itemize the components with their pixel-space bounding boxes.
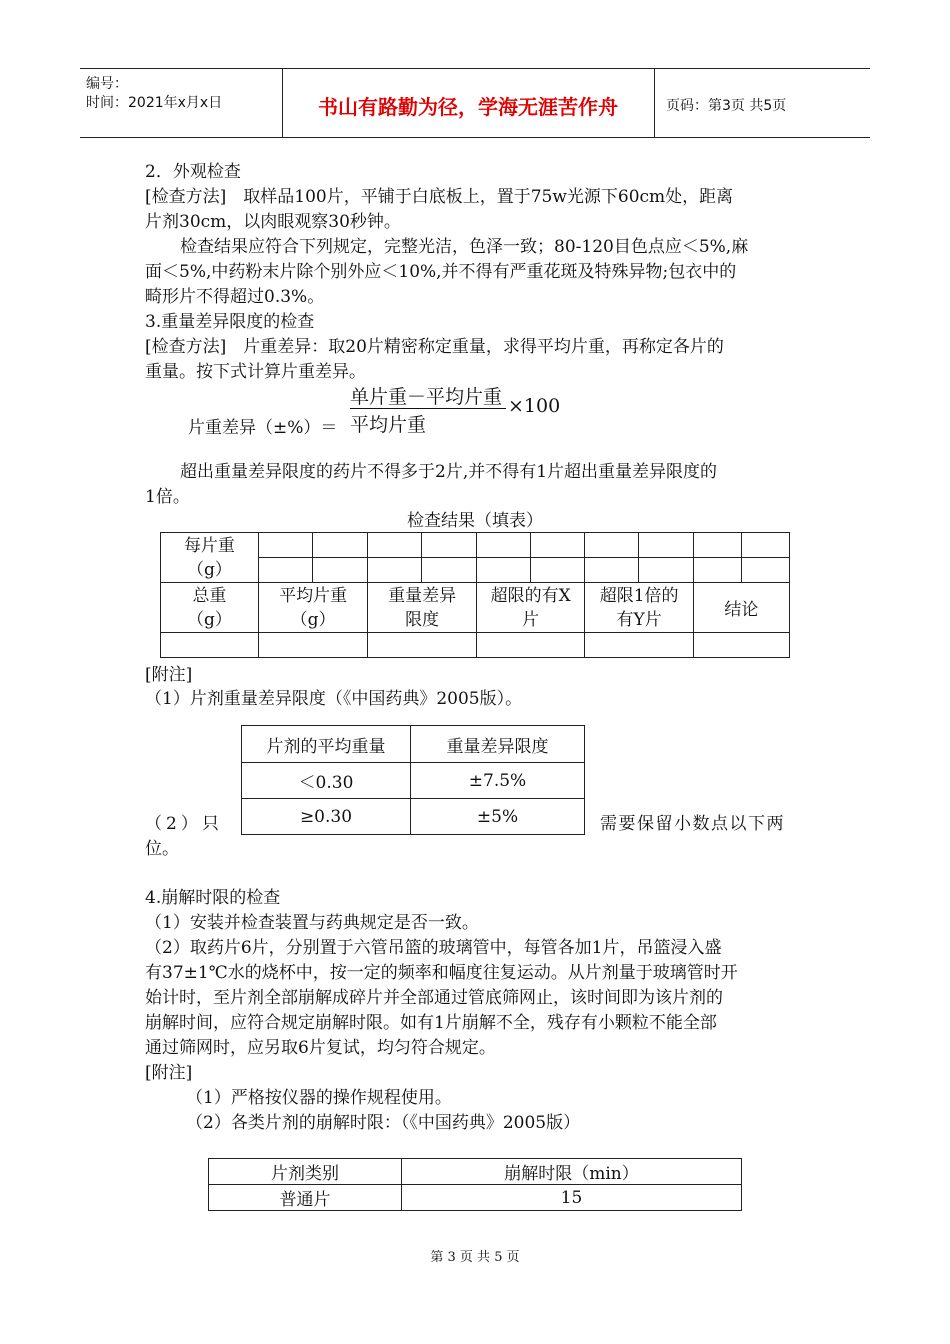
table-row	[242, 799, 585, 835]
over-double-limit-cell[interactable]	[585, 633, 693, 658]
section-3-title: 3.重量差异限度的检查	[145, 312, 315, 332]
weight-cell[interactable]	[639, 533, 694, 558]
table-row	[242, 726, 585, 763]
weight-cell[interactable]	[742, 533, 790, 558]
conclusion-cell[interactable]	[693, 633, 789, 658]
formula-denominator: 平均片重	[350, 414, 427, 436]
header-average-weight: 平均片重（g）	[258, 583, 367, 633]
table-row	[209, 1185, 742, 1211]
section-4-note1: （1）严格按仪器的操作规程使用。	[186, 1088, 452, 1108]
table-row	[161, 633, 790, 658]
document-number: 编号：	[86, 76, 128, 92]
header-average-tablet-weight: 片剂的平均重量	[242, 726, 411, 763]
header-variation-limit: 重量差异限度	[411, 726, 585, 763]
section-3-method-line2: 重量。按下式计算片重差异。	[145, 362, 366, 382]
section-2-result-line2: 面＜5%,中药粉末片除个别外应＜10%,并不得有严重花斑及特殊异物;包衣中的	[145, 262, 737, 282]
section-2-title: 2．外观检查	[145, 162, 241, 182]
section-2-result-line1: 检查结果应符合下列规定，完整光洁，色泽一致；80-120目色点应＜5%,麻	[180, 237, 749, 257]
weight-cell[interactable]	[258, 558, 312, 583]
weight-cell[interactable]	[585, 558, 639, 583]
tablet-type-cell: 普通片	[209, 1185, 402, 1211]
formula-numerator: 单片重－平均片重	[350, 386, 503, 408]
limit-row-weight: ≥0.30	[242, 799, 411, 835]
page-header	[80, 68, 870, 138]
section-4-note-heading: [附注]	[145, 1063, 193, 1083]
header-weight-variation-limit: 重量差异限度	[368, 583, 477, 633]
section-4-title: 4.崩解时限的检查	[145, 888, 281, 908]
header-total-weight: 总重（g）	[161, 583, 259, 633]
over-limit-cell[interactable]	[476, 633, 585, 658]
formula-fraction-bar	[350, 408, 506, 409]
section-4-note2: （2）各类片剂的崩解时限：（《中国药典》2005版）	[186, 1113, 581, 1133]
section-4-step2-line4: 崩解时间，应符合规定崩解时限。如有1片崩解不全，残存有小颗粒不能全部	[145, 1013, 717, 1033]
section-3-note1: （1）片剂重量差异限度（《中国药典》2005版）。	[145, 689, 523, 709]
formula-multiplier: ×100	[508, 395, 561, 417]
page-indicator: 页码：第3页 共5页	[666, 98, 787, 114]
weight-cell[interactable]	[476, 533, 530, 558]
weight-cell[interactable]	[476, 558, 530, 583]
result-table	[160, 532, 790, 658]
weight-cell[interactable]	[639, 558, 694, 583]
weight-cell[interactable]	[422, 558, 477, 583]
header-disintegration-time: 崩解时限（min）	[402, 1159, 742, 1185]
section-2-result-line3: 畸形片不得超过0.3%。	[145, 287, 325, 307]
average-weight-cell[interactable]	[258, 633, 367, 658]
header-conclusion: 结论	[693, 583, 789, 633]
weight-cell[interactable]	[693, 558, 742, 583]
section-3-note2-tail: 位。	[145, 839, 179, 859]
weight-cell[interactable]	[313, 558, 368, 583]
weight-cell[interactable]	[530, 533, 585, 558]
weight-cell[interactable]	[585, 533, 639, 558]
section-2-method-line1: [检查方法] 取样品100片，平铺于白底板上，置于75w光源下60cm处，距离	[145, 187, 734, 207]
section-3-note2-left: （2）只	[145, 814, 223, 834]
section-4-step2-line3: 始计时，至片剂全部崩解成碎片并全部通过管底筛网止，该时间即为该片剂的	[145, 988, 723, 1008]
section-4-step2-line5: 通过筛网时，应另取6片复试，均匀符合规定。	[145, 1038, 496, 1058]
table-row	[242, 763, 585, 799]
row-label-per-tablet-weight: 每片重（g）	[161, 533, 259, 583]
section-3-method-line1: [检查方法] 片重差异：取20片精密称定重量，求得平均片重，再称定各片的	[145, 337, 724, 357]
section-4-step2-line2: 有37±1℃水的烧杯中，按一定的频率和幅度往复运动。从片剂量于玻璃管时开	[145, 963, 738, 983]
weight-cell[interactable]	[693, 533, 742, 558]
weight-cell[interactable]	[368, 558, 422, 583]
document-date: 时间：2021年x月x日	[86, 95, 223, 111]
limit-row-weight: ＜0.30	[242, 763, 411, 799]
weight-cell[interactable]	[313, 533, 368, 558]
result-table-caption: 检查结果（填表）	[407, 511, 543, 531]
section-4-step1: （1）安装并检查装置与药典规定是否一致。	[145, 913, 479, 933]
header-info-cell	[80, 69, 283, 137]
disintegration-table	[208, 1158, 742, 1211]
weight-cell[interactable]	[368, 533, 422, 558]
section-3-rule-line1: 超出重量差异限度的药片不得多于2片,并不得有1片超出重量差异限度的	[180, 462, 718, 482]
weight-limit-table	[241, 725, 585, 835]
section-2-method-line2: 片剂30cm，以肉眼观察30秒钟。	[145, 212, 401, 232]
weight-cell[interactable]	[422, 533, 477, 558]
limit-row-value: ±7.5%	[411, 763, 585, 799]
total-weight-cell[interactable]	[161, 633, 259, 658]
section-3-note-heading: [附注]	[145, 665, 193, 685]
formula-label: 片重差异（±%）＝	[188, 418, 338, 438]
header-tablet-type: 片剂类别	[209, 1159, 402, 1185]
weight-cell[interactable]	[258, 533, 312, 558]
table-row	[161, 533, 790, 558]
header-over-double-limit-y: 超限1倍的有Y片	[585, 583, 693, 633]
motto: 书山有路勤为径，学海无涯苦作舟	[318, 95, 618, 119]
section-3-rule-line2: 1倍。	[145, 487, 190, 507]
header-motto-cell	[282, 69, 655, 137]
weight-cell[interactable]	[530, 558, 585, 583]
header-over-limit-x: 超限的有X片	[476, 583, 585, 633]
weight-cell[interactable]	[742, 558, 790, 583]
section-3-note2-right: 需要保留小数点以下两	[600, 814, 785, 834]
table-row	[161, 583, 790, 633]
disintegration-time-cell: 15	[402, 1185, 742, 1211]
section-4-step2-line1: （2）取药片6片，分别置于六管吊篮的玻璃管中，每管各加1片，吊篮浸入盛	[145, 938, 722, 958]
variation-limit-cell[interactable]	[368, 633, 477, 658]
page-footer: 第 3 页 共 5 页	[430, 1250, 520, 1265]
limit-row-value: ±5%	[411, 799, 585, 835]
table-row	[209, 1159, 742, 1185]
